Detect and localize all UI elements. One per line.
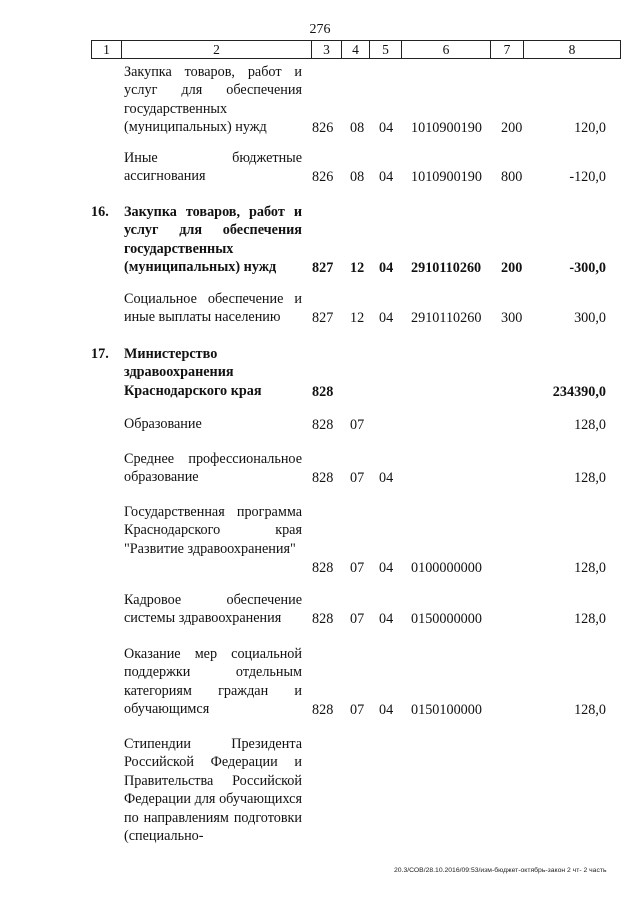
cell-col-6: 1010900190 — [411, 119, 482, 136]
column-header-3: 3 — [312, 41, 342, 59]
cell-col-3: 828 — [312, 610, 334, 627]
table-row — [0, 290, 640, 327]
cell-col-6: 0100000000 — [411, 559, 482, 576]
cell-col-8: -300,0 — [569, 259, 606, 276]
table-row — [0, 735, 640, 847]
cell-col-5: 04 — [379, 610, 394, 627]
page-number: 276 — [309, 22, 331, 37]
cell-col-6: 0150000000 — [411, 610, 482, 627]
cell-col-4: 07 — [350, 559, 365, 576]
cell-col-8: 128,0 — [574, 559, 606, 576]
cell-col-5: 04 — [379, 559, 394, 576]
cell-col-5: 04 — [379, 168, 394, 185]
table-row — [0, 645, 640, 719]
cell-col-6: 2910110260 — [411, 309, 482, 326]
row-name: Закупка товаров, работ и услуг для обеспечения государственных (муниципальных) нужд — [124, 204, 302, 276]
cell-col-3: 828 — [312, 559, 334, 576]
table-row — [0, 345, 640, 401]
table-row — [0, 591, 640, 628]
cell-col-6: 2910110260 — [411, 259, 482, 276]
table-row — [0, 450, 640, 487]
row-number: 17. — [91, 346, 109, 362]
table-row — [0, 149, 640, 186]
column-header-6: 6 — [402, 41, 491, 59]
cell-col-4: 07 — [350, 469, 365, 486]
cell-col-4: 08 — [350, 119, 365, 136]
table-row — [0, 203, 640, 277]
cell-col-5: 04 — [379, 119, 394, 136]
cell-col-8: 128,0 — [574, 416, 606, 433]
table-row — [0, 503, 640, 577]
row-name: Министерство здравоохранения Краснодарского края — [124, 346, 262, 399]
row-name: Закупка товаров, работ и услуг для обеспечения государственных (муниципальных) нужд — [124, 64, 302, 136]
cell-col-8: 300,0 — [574, 309, 606, 326]
cell-col-4: 12 — [350, 309, 365, 326]
cell-col-7: 200 — [501, 259, 523, 276]
cell-col-4: 07 — [350, 701, 365, 718]
cell-col-4: 08 — [350, 168, 365, 185]
table-row — [0, 415, 640, 434]
cell-col-3: 828 — [312, 469, 334, 486]
cell-col-3: 828 — [312, 383, 334, 400]
row-name: Среднее профессиональное образование — [124, 451, 302, 486]
cell-col-3: 826 — [312, 168, 334, 185]
cell-col-4: 07 — [350, 610, 365, 627]
cell-col-3: 827 — [312, 259, 334, 276]
column-header-4: 4 — [342, 41, 370, 59]
cell-col-5: 04 — [379, 259, 394, 276]
cell-col-8: 234390,0 — [552, 383, 606, 400]
cell-col-5: 04 — [379, 701, 394, 718]
cell-col-8: -120,0 — [569, 168, 606, 185]
document-footer: 20.3/СОВ/28.10.2016/09:53/изм-бюджет-октябрь-закон 2 чт- 2 часть — [394, 867, 607, 874]
cell-col-6: 1010900190 — [411, 168, 482, 185]
cell-col-8: 120,0 — [574, 119, 606, 136]
row-name: Социальное обеспечение и иные выплаты населению — [124, 291, 302, 326]
cell-col-5: 04 — [379, 469, 394, 486]
cell-col-7: 200 — [501, 119, 523, 136]
row-name: Государственная программа Краснодарского края "Развитие здравоохранения" — [124, 504, 302, 557]
column-header-row — [91, 40, 621, 59]
column-header-8: 8 — [524, 41, 621, 59]
cell-col-6: 0150100000 — [411, 701, 482, 718]
cell-col-3: 826 — [312, 119, 334, 136]
column-header-7: 7 — [491, 41, 524, 59]
cell-col-3: 827 — [312, 309, 334, 326]
cell-col-4: 12 — [350, 259, 365, 276]
cell-col-4: 07 — [350, 416, 365, 433]
cell-col-7: 800 — [501, 168, 523, 185]
cell-col-8: 128,0 — [574, 610, 606, 627]
cell-col-3: 828 — [312, 416, 334, 433]
row-name: Кадровое обеспечение системы здравоохранения — [124, 592, 302, 627]
row-name: Стипендии Президента Российской Федерации и Правительства Российской Федерации для обучающихся по направлениям подготовки (специально- — [124, 736, 302, 845]
cell-col-8: 128,0 — [574, 469, 606, 486]
cell-col-7: 300 — [501, 309, 523, 326]
row-name: Оказание мер социальной поддержки отдельным категориям граждан и обучающимся — [124, 646, 302, 718]
row-name: Иные бюджетные ассигнования — [124, 150, 302, 185]
row-name: Образование — [124, 416, 202, 432]
cell-col-3: 828 — [312, 701, 334, 718]
cell-col-5: 04 — [379, 309, 394, 326]
column-header-1: 1 — [92, 41, 122, 59]
table-row — [0, 63, 640, 137]
cell-col-8: 128,0 — [574, 701, 606, 718]
row-number: 16. — [91, 204, 109, 220]
column-header-5: 5 — [370, 41, 402, 59]
column-header-2: 2 — [122, 41, 312, 59]
